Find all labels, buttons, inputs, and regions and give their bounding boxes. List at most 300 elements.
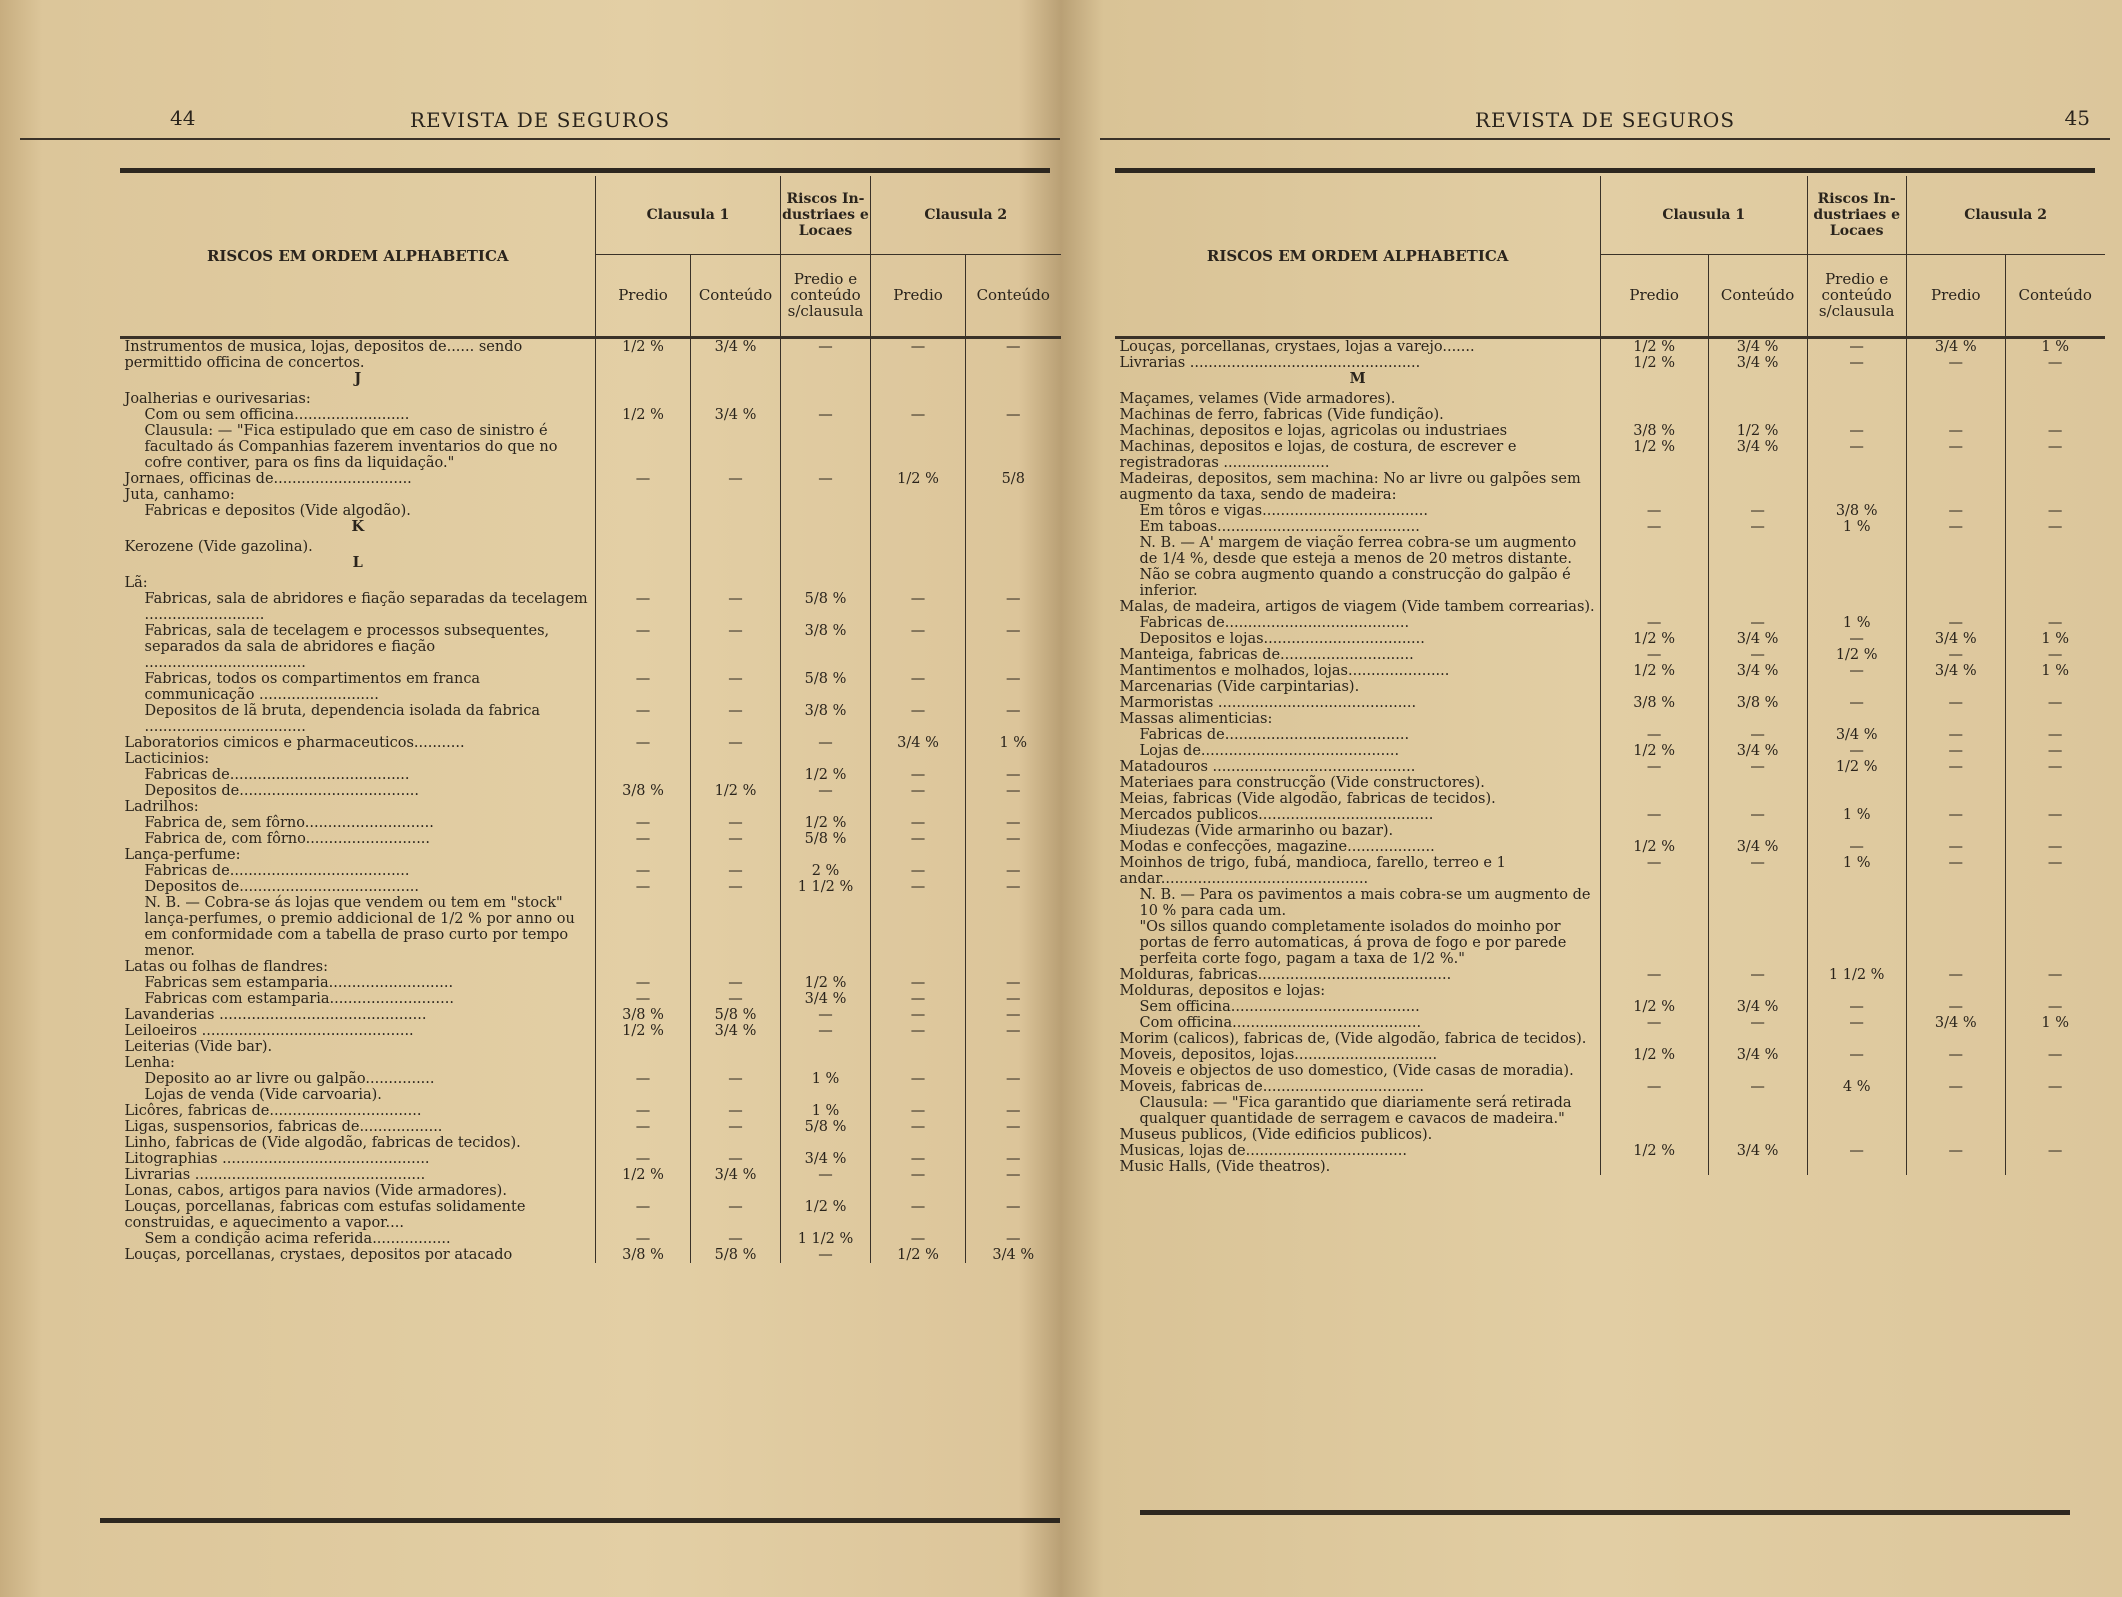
rate-conteudo [691, 1087, 781, 1103]
rate-industrial: — [1807, 1143, 1906, 1159]
table-row [1116, 967, 2105, 983]
rate-predio-2 [871, 503, 966, 519]
rate-industrial: 1 % [781, 1103, 871, 1119]
rate-industrial [781, 519, 871, 539]
rate-conteudo [691, 519, 781, 539]
page-number: 45 [2064, 106, 2090, 130]
rate-conteudo [1708, 1063, 1807, 1079]
table-row [121, 503, 1061, 519]
rate-predio-2: — [871, 407, 966, 423]
rate-predio: — [596, 879, 691, 895]
rate-conteudo-2: 1 % [2005, 1015, 2104, 1031]
rate-conteudo [1708, 371, 1807, 391]
rate-conteudo-2 [966, 371, 1061, 391]
letter-heading: M [1116, 371, 1601, 391]
rate-predio [1600, 391, 1708, 407]
rate-conteudo-2: — [966, 623, 1061, 671]
table-row [121, 487, 1061, 503]
rate-predio: — [1600, 855, 1708, 887]
rate-conteudo-2 [966, 555, 1061, 575]
rate-industrial: — [781, 1247, 871, 1263]
rate-predio-2 [1906, 567, 2005, 599]
rate-predio: — [1600, 519, 1708, 535]
table-row [1116, 355, 2105, 371]
rate-conteudo [691, 895, 781, 959]
rate-predio: — [596, 735, 691, 751]
rate-predio: 3/8 % [1600, 423, 1708, 439]
rate-predio-2: — [1906, 967, 2005, 983]
rate-conteudo [691, 1135, 781, 1151]
rate-conteudo-2 [966, 391, 1061, 407]
table-row [1116, 711, 2105, 727]
header-conteudo-2: Conteúdo [966, 254, 1061, 336]
table-row [121, 1087, 1061, 1103]
rate-predio: — [596, 831, 691, 847]
rate-conteudo: 3/4 % [1708, 743, 1807, 759]
risk-description: Jornaes, officinas de.............................. [121, 471, 596, 487]
risk-description: Miudezas (Vide armarinho ou bazar). [1116, 823, 1601, 839]
rate-predio-2 [1906, 679, 2005, 695]
risk-description: Laboratorios cimicos e pharmaceuticos........... [121, 735, 596, 751]
header-conteudo: Conteúdo [691, 254, 781, 336]
risk-description: Em taboas............................................ [1116, 519, 1601, 535]
rate-predio-2: — [871, 591, 966, 623]
rate-predio: 1/2 % [1600, 1047, 1708, 1063]
table-row [1116, 567, 2105, 599]
rate-industrial: — [781, 783, 871, 799]
table-row [121, 1231, 1061, 1247]
rate-conteudo-2 [2005, 823, 2104, 839]
rate-predio: — [1600, 503, 1708, 519]
rate-predio [596, 895, 691, 959]
rate-industrial: — [1807, 1015, 1906, 1031]
risk-description: Madeiras, depositos, sem machina: No ar livre ou galpões sem augmento da taxa, sendo de madeira: [1116, 471, 1601, 503]
rate-predio [596, 519, 691, 539]
rate-industrial [781, 959, 871, 975]
rate-predio [1600, 535, 1708, 567]
rate-conteudo: — [691, 1199, 781, 1231]
rate-predio: 1/2 % [1600, 743, 1708, 759]
rate-predio-2 [871, 1135, 966, 1151]
rate-predio-2 [871, 539, 966, 555]
rate-conteudo-2 [2005, 1095, 2104, 1127]
header-predio-conteudo: Predio e conteúdo s/clausula [781, 254, 871, 336]
rate-conteudo-2 [2005, 391, 2104, 407]
risk-description: Fabricas, sala de abridores e fiação separadas da tecelagem .......................... [121, 591, 596, 623]
rate-predio [1600, 791, 1708, 807]
rate-predio: — [1600, 647, 1708, 663]
table-row [1116, 647, 2105, 663]
rate-industrial: — [1807, 695, 1906, 711]
rate-predio [596, 423, 691, 471]
rate-conteudo-2 [966, 1183, 1061, 1199]
rate-industrial [1807, 567, 1906, 599]
rate-predio-2: — [871, 1103, 966, 1119]
rate-predio-2 [871, 555, 966, 575]
right-page [1100, 0, 2110, 1597]
rate-predio: 1/2 % [1600, 355, 1708, 371]
rate-conteudo [691, 539, 781, 555]
table-row [1116, 1031, 2105, 1047]
rate-conteudo [691, 423, 781, 471]
rate-industrial: 3/8 % [1807, 503, 1906, 519]
rate-predio-2 [871, 1039, 966, 1055]
table-row [121, 671, 1061, 703]
risk-description: Licôres, fabricas de................................. [121, 1103, 596, 1119]
table-row [121, 338, 1061, 371]
rate-predio-2 [871, 575, 966, 591]
rate-predio: 1/2 % [1600, 631, 1708, 647]
rate-predio [1600, 599, 1708, 615]
risk-description: Depositos de lã bruta, dependencia isolada da fabrica ................................... [121, 703, 596, 735]
header-riscos: RISCOS EM ORDEM ALPHABETICA [121, 176, 596, 336]
rate-conteudo [1708, 391, 1807, 407]
rate-predio-2: — [871, 1167, 966, 1183]
rate-conteudo-2 [966, 487, 1061, 503]
table-row [1116, 1159, 2105, 1175]
rate-industrial: 3/8 % [781, 623, 871, 671]
risk-description: Lenha: [121, 1055, 596, 1071]
rate-predio [596, 1135, 691, 1151]
rate-conteudo: 3/4 % [691, 338, 781, 371]
rate-conteudo-2 [966, 503, 1061, 519]
rate-predio-2 [871, 1055, 966, 1071]
rate-conteudo-2: — [966, 703, 1061, 735]
rate-conteudo [1708, 471, 1807, 503]
table-row [1116, 503, 2105, 519]
rate-predio-2: 3/4 % [1906, 1015, 2005, 1031]
rate-conteudo-2: — [2005, 615, 2104, 631]
rate-industrial: — [1807, 1047, 1906, 1063]
rate-conteudo: — [1708, 647, 1807, 663]
rate-industrial: 5/8 % [781, 591, 871, 623]
rate-conteudo: — [691, 1231, 781, 1247]
rate-predio-2: — [1906, 743, 2005, 759]
rate-predio: — [596, 1199, 691, 1231]
risk-description: Marmoristas ........................................... [1116, 695, 1601, 711]
rate-conteudo-2: — [966, 863, 1061, 879]
rate-conteudo [691, 799, 781, 815]
rate-predio-2: 3/4 % [1906, 338, 2005, 355]
rate-predio: — [596, 1119, 691, 1135]
rate-predio: 1/2 % [596, 1023, 691, 1039]
rate-predio [596, 1087, 691, 1103]
rate-conteudo-2: — [966, 767, 1061, 783]
table-row [1116, 338, 2105, 355]
rate-industrial [781, 555, 871, 575]
rate-industrial [1807, 1095, 1906, 1127]
rate-industrial [1807, 1159, 1906, 1175]
rate-conteudo [1708, 791, 1807, 807]
rate-industrial [1807, 983, 1906, 999]
page-number: 44 [170, 106, 196, 130]
rate-conteudo-2: — [2005, 967, 2104, 983]
table-row [121, 799, 1061, 815]
rate-industrial [1807, 599, 1906, 615]
header-predio-2: Predio [871, 254, 966, 336]
risk-description: Moveis e objectos de uso domestico, (Vide casas de moradia). [1116, 1063, 1601, 1079]
rate-conteudo-2: — [2005, 807, 2104, 823]
rate-predio-2 [1906, 391, 2005, 407]
risk-description: Mercados publicos...................................... [1116, 807, 1601, 823]
rate-conteudo-2: 1 % [2005, 663, 2104, 679]
rate-industrial: 1/2 % [781, 1199, 871, 1231]
rate-conteudo-2 [966, 751, 1061, 767]
table-row [1116, 679, 2105, 695]
risk-description: Maçames, velames (Vide armadores). [1116, 391, 1601, 407]
rate-conteudo-2 [2005, 983, 2104, 999]
risk-description: Leiloeiros .............................................. [121, 1023, 596, 1039]
rate-conteudo-2: — [2005, 759, 2104, 775]
rate-conteudo: — [1708, 615, 1807, 631]
rate-predio-2: — [1906, 1047, 2005, 1063]
table-row [1116, 919, 2105, 967]
rate-predio-2 [1906, 983, 2005, 999]
table-row [1116, 1127, 2105, 1143]
rate-conteudo-2 [966, 539, 1061, 555]
rate-conteudo-2: — [966, 831, 1061, 847]
risk-description: Fabricas de....................................... [121, 767, 596, 783]
rate-predio [1600, 1127, 1708, 1143]
rate-conteudo [691, 487, 781, 503]
rate-predio: — [596, 863, 691, 879]
rate-predio-2: 3/4 % [1906, 663, 2005, 679]
table-row [121, 407, 1061, 423]
rate-conteudo: — [691, 591, 781, 623]
rate-conteudo-2 [2005, 919, 2104, 967]
rate-predio: — [596, 623, 691, 671]
rate-industrial: 1 % [781, 1071, 871, 1087]
rate-industrial: — [1807, 338, 1906, 355]
table-row [121, 1151, 1061, 1167]
rate-conteudo-2: — [966, 1231, 1061, 1247]
table-row [121, 847, 1061, 863]
risk-description: Lã: [121, 575, 596, 591]
rate-industrial: 5/8 % [781, 671, 871, 703]
rate-conteudo: — [691, 991, 781, 1007]
rate-conteudo: — [1708, 855, 1807, 887]
rate-conteudo-2: — [966, 1119, 1061, 1135]
risk-description: Louças, porcellanas, fabricas com estufas solidamente construidas, e aquecimento a vapor.... [121, 1199, 596, 1231]
rate-industrial: 1 % [1807, 855, 1906, 887]
rate-predio-2 [871, 751, 966, 767]
rate-predio [1600, 823, 1708, 839]
rate-industrial [1807, 1063, 1906, 1079]
rate-predio: — [1600, 615, 1708, 631]
rate-predio [1600, 1063, 1708, 1079]
rate-conteudo-2 [2005, 1031, 2104, 1047]
rate-conteudo-2: 1 % [2005, 338, 2104, 355]
table-row [1116, 519, 2105, 535]
rate-conteudo-2: — [966, 407, 1061, 423]
rate-predio-2: — [1906, 999, 2005, 1015]
risk-description: Morim (calicos), fabricas de, (Vide algodão, fabrica de tecidos). [1116, 1031, 1601, 1047]
rate-industrial [781, 1135, 871, 1151]
header-riscos-industriaes: Riscos In- dustriaes e Locaes [781, 176, 871, 254]
rate-predio-2 [871, 519, 966, 539]
rate-conteudo-2 [2005, 471, 2104, 503]
risk-description: Lacticinios: [121, 751, 596, 767]
rate-conteudo-2: — [966, 879, 1061, 895]
rate-predio [1600, 919, 1708, 967]
rate-predio-2: — [871, 815, 966, 831]
rate-conteudo-2 [2005, 567, 2104, 599]
rate-predio-2: — [1906, 839, 2005, 855]
risk-description: Manteiga, fabricas de............................. [1116, 647, 1601, 663]
rate-conteudo [1708, 919, 1807, 967]
table-body [121, 338, 1061, 1263]
rate-conteudo-2: — [2005, 727, 2104, 743]
rate-conteudo-2: — [2005, 355, 2104, 371]
table-row [121, 391, 1061, 407]
table-row [121, 1135, 1061, 1151]
risk-description: Music Halls, (Vide theatros). [1116, 1159, 1601, 1175]
rate-conteudo-2: — [966, 1071, 1061, 1087]
header-rule [1115, 168, 2095, 173]
rate-predio [596, 487, 691, 503]
rate-predio [596, 847, 691, 863]
rate-conteudo-2: — [966, 991, 1061, 1007]
rate-conteudo [691, 575, 781, 591]
table-row [121, 751, 1061, 767]
rate-conteudo [691, 371, 781, 391]
risk-description: Depositos de....................................... [121, 783, 596, 799]
rate-predio: — [596, 975, 691, 991]
table-row [1116, 759, 2105, 775]
rate-predio: 3/8 % [596, 1247, 691, 1263]
rate-predio: — [596, 815, 691, 831]
rate-conteudo: 3/4 % [1708, 999, 1807, 1015]
risk-description: Matadouros ............................................ [1116, 759, 1601, 775]
table-row [1116, 615, 2105, 631]
rate-industrial: 1/2 % [1807, 759, 1906, 775]
rate-conteudo [691, 555, 781, 575]
rate-predio [596, 575, 691, 591]
rate-industrial [781, 895, 871, 959]
rate-industrial: — [1807, 743, 1906, 759]
rate-conteudo-2: — [2005, 503, 2104, 519]
footer-rule [100, 1518, 1060, 1523]
rate-predio [596, 371, 691, 391]
rates-table-right [1115, 176, 2105, 1175]
risk-description: Depositos de....................................... [121, 879, 596, 895]
rate-conteudo-2: 1 % [2005, 631, 2104, 647]
rate-conteudo-2 [2005, 791, 2104, 807]
rate-conteudo-2: — [2005, 1079, 2104, 1095]
risk-description: Moinhos de trigo, fubá, mandioca, farello, terreo e 1 andar............................................. [1116, 855, 1601, 887]
risk-description: Livrarias .................................................. [1116, 355, 1601, 371]
table-row [1116, 1047, 2105, 1063]
rate-predio: — [596, 1103, 691, 1119]
table-row [121, 1007, 1061, 1023]
table-row [1116, 727, 2105, 743]
rate-conteudo: 3/4 % [1708, 839, 1807, 855]
rate-conteudo [691, 751, 781, 767]
rate-industrial [1807, 371, 1906, 391]
rate-conteudo [1708, 567, 1807, 599]
rate-predio: — [596, 471, 691, 487]
table-row [121, 735, 1061, 751]
table-row [121, 959, 1061, 975]
table-row [1116, 407, 2105, 423]
rate-predio: 1/2 % [1600, 999, 1708, 1015]
rate-industrial [1807, 1031, 1906, 1047]
rate-predio [596, 959, 691, 975]
rate-predio-2: — [1906, 519, 2005, 535]
rate-predio-2: — [871, 1151, 966, 1167]
rate-conteudo: 3/4 % [1708, 355, 1807, 371]
rate-industrial: — [781, 735, 871, 751]
rate-conteudo-2 [966, 1039, 1061, 1055]
rate-conteudo-2 [2005, 711, 2104, 727]
rate-predio: 1/2 % [1600, 663, 1708, 679]
risk-description: Lonas, cabos, artigos para navios (Vide armadores). [121, 1183, 596, 1199]
rate-predio: 3/8 % [1600, 695, 1708, 711]
rate-predio-2: — [871, 991, 966, 1007]
rate-conteudo: — [691, 703, 781, 735]
risk-description: Instrumentos de musica, lojas, depositos de...... sendo permittido officina de concertos. [121, 338, 596, 371]
header-conteudo-2: Conteúdo [2005, 254, 2104, 336]
risk-description: Lança-perfume: [121, 847, 596, 863]
risk-description: Massas alimenticias: [1116, 711, 1601, 727]
rate-predio [1600, 1159, 1708, 1175]
rate-industrial: 1 % [1807, 615, 1906, 631]
rate-conteudo [1708, 887, 1807, 919]
header-clausula1: Clausula 1 [1600, 176, 1807, 254]
rate-conteudo-2: 1 % [966, 735, 1061, 751]
rate-predio [596, 555, 691, 575]
rate-predio-2: — [871, 879, 966, 895]
rate-industrial [1807, 535, 1906, 567]
rate-conteudo: 3/4 % [691, 1023, 781, 1039]
risk-description: Kerozene (Vide gazolina). [121, 539, 596, 555]
rate-conteudo: — [1708, 503, 1807, 519]
table-row [121, 471, 1061, 487]
rate-conteudo: — [691, 623, 781, 671]
rate-predio-2: — [1906, 695, 2005, 711]
rate-predio: — [596, 1231, 691, 1247]
rate-industrial [1807, 471, 1906, 503]
running-header [20, 104, 1060, 140]
table-row [1116, 775, 2105, 791]
table-row [1116, 439, 2105, 471]
rate-industrial: — [781, 471, 871, 487]
risk-description: Lavanderias ............................................. [121, 1007, 596, 1023]
rate-conteudo-2 [966, 895, 1061, 959]
rate-conteudo [691, 391, 781, 407]
rate-predio-2 [1906, 1031, 2005, 1047]
rate-industrial: 3/4 % [781, 991, 871, 1007]
table-row [121, 539, 1061, 555]
rate-industrial: 1 1/2 % [781, 1231, 871, 1247]
rate-industrial: — [781, 1023, 871, 1039]
rate-conteudo [691, 767, 781, 783]
risk-description: Clausula: — "Fica estipulado que em caso de sinistro é facultado ás Companhias fazerem inventarios do que no cofre contiver, para os fins da liquidação." [121, 423, 596, 471]
rate-industrial: — [1807, 439, 1906, 471]
rate-industrial [781, 751, 871, 767]
rate-conteudo-2 [966, 1135, 1061, 1151]
risk-description: Fabricas de........................................ [1116, 727, 1601, 743]
rate-predio [596, 1183, 691, 1199]
risk-description: Fabrica de, sem fôrno............................ [121, 815, 596, 831]
table-row [121, 767, 1061, 783]
rate-predio-2: — [1906, 1079, 2005, 1095]
rate-predio-2: — [1906, 423, 2005, 439]
rate-conteudo-2 [966, 519, 1061, 539]
rate-predio: 1/2 % [596, 338, 691, 371]
letter-heading: J [121, 371, 596, 391]
rate-conteudo [1708, 535, 1807, 567]
